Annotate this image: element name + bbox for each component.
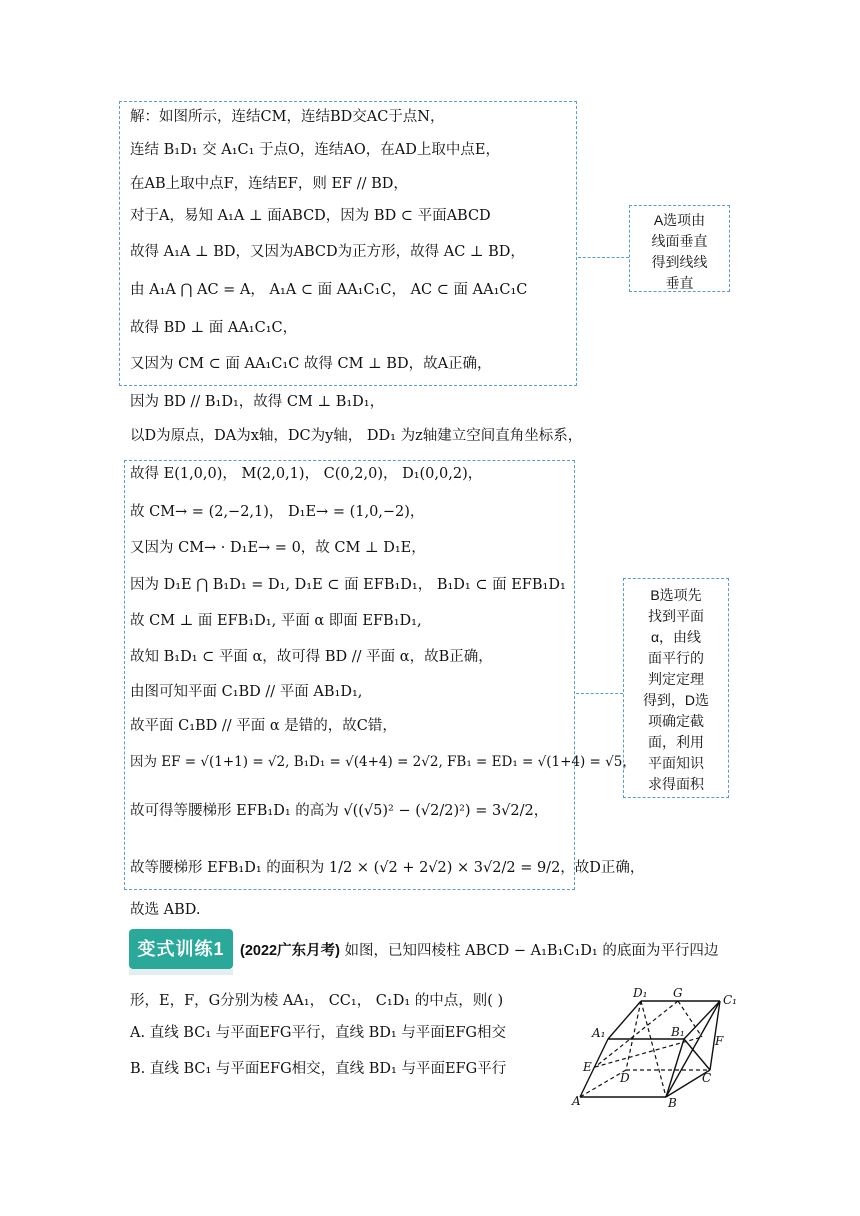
exercise-stem-1: 如图，已知四棱柱 ABCD − A₁B₁C₁D₁ 的底面为平行四边 [344,943,719,959]
label-g: G [673,986,683,1000]
note2-line-7: 项确定截 [648,713,704,729]
note2-line-8: 面，利用 [648,734,704,750]
exercise-stem-line-1 [240,941,718,961]
label-d1: D₁ [633,986,648,1000]
solution2-line-3: 又因为 CM→ · D₁E→ = 0，故 CM ⊥ D₁E， [130,540,426,556]
note2-line-2: 找到平面 [648,608,704,624]
solution2-line-5: 故 CM ⊥ 面 EFB₁D₁, 平面 α 即面 EFB₁D₁, [130,613,422,629]
middle-line-2: 以D为原点，DA为x轴，DC为y轴， DD₁ 为z轴建立空间直角坐标系， [130,428,583,444]
solution2-line-1: 故得 E(1,0,0)， M(2,0,1)， C(0,2,0)， D₁(0,0,2)， [130,466,483,482]
middle-line-1: 因为 BD // B₁D₁，故得 CM ⊥ B₁D₁， [130,394,385,410]
solution1-line-8: 又因为 CM ⊂ 面 AA₁C₁C 故得 CM ⊥ BD，故A正确， [130,356,492,372]
label-a1: A₁ [592,1026,606,1040]
note-box-2 [623,578,729,798]
label-c: C [702,1071,712,1085]
solution1-line-1: 解：如图所示，连结CM，连结BD交AC于点N， [130,109,445,125]
label-b1: B₁ [671,1025,685,1039]
note2-line-5: 判定定理 [648,671,704,687]
solution2-line-10: 故可得等腰梯形 EFB₁D₁ 的高为 √((√5)² − (√2/2)²) = 3√2/2， [130,803,549,819]
label-e: E [583,1060,592,1074]
solution2-line-8: 故平面 C₁BD // 平面 α 是错的，故C错， [130,718,397,734]
option-b[interactable]: B. 直线 BC₁ 与平面EFG相交，直线 BD₁ 与平面EFG平行 [130,1061,507,1077]
solution1-line-7: 故得 BD ⊥ 面 AA₁C₁C， [130,320,298,336]
solution1-line-3: 在AB上取中点F，连结EF，则 EF // BD， [130,176,408,192]
note2-connector [576,693,623,694]
solution1-line-6: 由 A₁A ⋂ AC = A， A₁A ⊂ 面 AA₁C₁C， AC ⊂ 面 AA₁C₁C [130,282,528,298]
note2-line-9: 平面知识 [648,755,704,771]
note1-line-4: 垂直 [665,275,694,291]
exercise-badge: 变式训练1 [129,929,233,969]
exercise-source: (2022广东月考) [240,943,340,959]
label-a: A [572,1094,581,1108]
note2-line-10: 求得面积 [648,776,704,792]
solution2-line-7: 由图可知平面 C₁BD // 平面 AB₁D₁, [130,684,363,700]
solution1-line-5: 故得 A₁A ⊥ BD，又因为ABCD为正方形，故得 AC ⊥ BD， [130,244,525,260]
solution1-line-4: 对于A，易知 A₁A ⊥ 面ABCD，因为 BD ⊂ 平面ABCD [130,208,491,224]
solution-box-2 [124,460,575,890]
solution2-line-11: 故等腰梯形 EFB₁D₁ 的面积为 1/2 × (√2 + 2√2) × 3√2/2 = 9/2，故D正确， [130,860,645,876]
solution2-line-6: 故知 B₁D₁ ⊂ 平面 α，故可得 BD // 平面 α，故B正确， [130,649,493,665]
prism-figure [570,985,750,1110]
note2-line-6: 得到，D选 [642,692,710,708]
note2-line-4: 面平行的 [648,650,704,666]
solution2-line-2: 故 CM→ = (2,−2,1)， D₁E→ = (1,0,−2)， [130,504,425,520]
exercise-stem-2: 形，E，F，G分别为棱 AA₁， CC₁， C₁D₁ 的中点，则( ) [130,993,504,1009]
solution1-line-2: 连结 B₁D₁ 交 A₁C₁ 于点O，连结AO，在AD上取中点E， [130,142,500,158]
label-d: D [620,1071,630,1085]
option-a[interactable]: A. 直线 BC₁ 与平面EFG平行，直线 BD₁ 与平面EFG相交 [130,1025,507,1041]
label-b: B [668,1096,677,1110]
conclusion: 故选 ABD. [130,902,201,918]
note1-connector [578,257,629,258]
note2-line-1: B选项先 [650,587,702,603]
note1-line-1: A选项由 [653,212,706,228]
note1-line-2: 线面垂直 [651,233,708,249]
solution2-line-9: 因为 EF = √(1+1) = √2, B₁D₁ = √(4+4) = 2√2, FB₁ = ED₁ = √(1+4) = √5， [130,754,636,770]
label-c1: C₁ [723,993,737,1007]
label-f: F [715,1034,724,1048]
note2-line-3: α，由线 [650,629,702,645]
solution2-line-4: 因为 D₁E ⋂ B₁D₁ = D₁, D₁E ⊂ 面 EFB₁D₁， B₁D₁ ⊂ 面 EFB₁D₁ [130,577,566,593]
note1-line-3: 得到线线 [651,254,708,270]
note-box-1 [629,205,730,292]
